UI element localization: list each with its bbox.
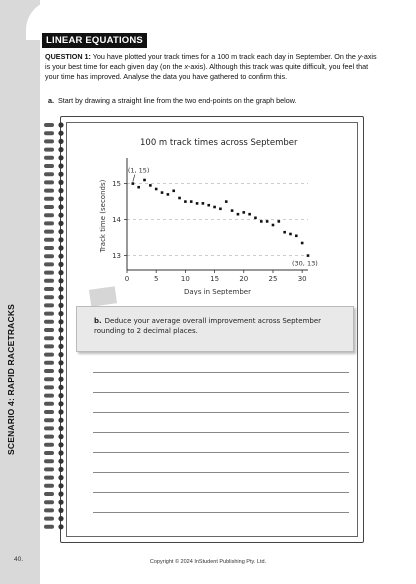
question-text-1: You have plotted your track times for a 100 m track each day in September. On the: [90, 52, 358, 61]
x-tick-label: 5: [153, 275, 159, 283]
question-y: y: [357, 52, 362, 61]
binding-hole: [58, 377, 63, 382]
binding-hole: [58, 336, 63, 341]
spiral-coil: [44, 476, 54, 480]
spiral-coil: [44, 320, 54, 324]
part-b-text: Deduce your average overall improvement across September rounding to 2 decimal places.: [94, 317, 322, 335]
copyright: Copyright © 2024 InStudent Publishing Pty. Ltd.: [149, 559, 267, 565]
binding-hole: [58, 516, 63, 521]
spiral-coil: [44, 180, 54, 184]
binding-hole: [58, 204, 63, 209]
binding-hole: [58, 483, 63, 488]
data-point: [301, 242, 304, 245]
spiral-coil: [44, 221, 54, 225]
binding-hole: [58, 245, 63, 250]
spiral-coil: [44, 344, 54, 348]
data-point: [225, 200, 228, 203]
binding-hole: [58, 196, 63, 201]
question-text: [45, 52, 377, 82]
spiral-coil: [44, 254, 54, 258]
binding-hole: [58, 360, 63, 365]
binding-hole: [58, 385, 63, 390]
binding-hole: [58, 467, 63, 472]
x-tick-label: 15: [210, 275, 220, 283]
data-point: [260, 220, 263, 223]
binding-hole: [58, 180, 63, 185]
spiral-coil: [44, 172, 54, 176]
spiral-coil: [44, 517, 54, 521]
binding-hole: [58, 401, 63, 406]
data-point: [132, 182, 135, 185]
spiral-coil: [44, 410, 54, 414]
answer-line[interactable]: [93, 472, 349, 473]
spiral-coil: [44, 377, 54, 381]
data-point: [237, 213, 240, 216]
binding-hole: [58, 450, 63, 455]
spiral-coil: [44, 369, 54, 373]
data-point: [161, 191, 164, 194]
answer-line[interactable]: [93, 512, 349, 513]
data-point: [272, 224, 275, 227]
spiral-coil: [44, 443, 54, 447]
binding-hole: [58, 163, 63, 168]
binding-hole: [58, 213, 63, 218]
binding-hole: [58, 286, 63, 291]
part-a: [48, 96, 297, 105]
spiral-coil: [44, 303, 54, 307]
binding-hole: [58, 327, 63, 332]
x-axis-label: Days in September: [184, 288, 251, 295]
side-tab: [0, 0, 40, 584]
section-title: LINEAR EQUATIONS: [42, 33, 147, 48]
binding-hole: [58, 237, 63, 242]
spiral-coil: [44, 205, 54, 209]
binding-hole: [58, 524, 63, 529]
binding-hole: [58, 508, 63, 513]
data-point: [213, 206, 216, 209]
x-tick-label: 10: [180, 275, 190, 283]
spiral-coil: [44, 451, 54, 455]
spiral-coil: [44, 525, 54, 529]
y-tick-label: 15: [112, 180, 121, 189]
spiral-coil: [44, 435, 54, 439]
annotation-start: (1, 15): [127, 166, 150, 175]
binding-hole: [58, 491, 63, 496]
spiral-coil: [44, 238, 54, 242]
data-point: [248, 213, 251, 216]
question-text-3: -axis). Although this track was quite difficult, you feel that your time has improved. Analyse the data you have gathered to confirm this.: [45, 62, 369, 81]
spiral-coil: [44, 459, 54, 463]
binding-hole: [58, 442, 63, 447]
question-x: x: [184, 62, 189, 71]
annotation-end: (30, 13): [292, 259, 318, 268]
data-point: [219, 208, 222, 211]
binding-hole: [58, 434, 63, 439]
data-point: [172, 190, 175, 193]
data-point: [307, 254, 310, 257]
scatter-chart: [94, 150, 334, 295]
data-point: [178, 197, 181, 200]
data-point: [289, 233, 292, 236]
part-b-label: b.: [94, 317, 102, 325]
binding-hole: [58, 262, 63, 267]
data-point: [278, 220, 281, 223]
binding-hole: [58, 344, 63, 349]
spiral-coil: [44, 418, 54, 422]
spiral-coil: [44, 197, 54, 201]
part-a-text: Start by drawing a straight line from the two end-points on the graph below.: [58, 96, 297, 105]
question-label: QUESTION 1:: [45, 52, 91, 61]
binding-hole: [58, 278, 63, 283]
y-tick-label: 13: [112, 252, 121, 261]
question-text-2: -axis is your best time for each given day (on the: [45, 52, 377, 71]
y-axis-label: Track time (seconds): [99, 179, 107, 253]
spiral-coil: [44, 156, 54, 160]
data-point: [295, 235, 298, 238]
spiral-coil: [44, 131, 54, 135]
data-point: [207, 204, 210, 207]
part-a-label: a.: [48, 96, 54, 105]
data-point: [143, 179, 146, 182]
spiral-coil: [44, 385, 54, 389]
binding-hole: [58, 311, 63, 316]
binding-hole: [58, 475, 63, 480]
data-point: [254, 217, 257, 220]
spiral-coil: [44, 361, 54, 365]
x-tick-label: 20: [239, 275, 249, 283]
binding-hole: [58, 418, 63, 423]
data-point: [266, 220, 269, 223]
answer-line[interactable]: [93, 452, 349, 453]
binding-hole: [58, 147, 63, 152]
spiral-coil: [44, 123, 54, 127]
spiral-binding: [42, 117, 70, 537]
part-b: [94, 316, 344, 336]
binding-hole: [58, 352, 63, 357]
data-point: [196, 202, 199, 205]
binding-hole: [58, 426, 63, 431]
x-tick-label: 0: [124, 275, 130, 283]
data-point: [190, 200, 193, 203]
spiral-coil: [44, 467, 54, 471]
scenario-label: SCENARIO 4: RAPID RACETRACKS: [6, 303, 16, 455]
spiral-coil: [44, 279, 54, 283]
binding-hole: [58, 270, 63, 275]
binding-hole: [58, 459, 63, 464]
data-point: [231, 209, 234, 212]
spiral-coil: [44, 164, 54, 168]
binding-hole: [58, 139, 63, 144]
data-point: [155, 188, 158, 191]
data-point: [149, 184, 152, 187]
tape-strip: [89, 286, 117, 306]
x-tick-label: 25: [268, 275, 278, 283]
binding-hole: [58, 319, 63, 324]
chart-title: 100 m track times across September: [140, 138, 298, 148]
data-point: [184, 200, 187, 203]
spiral-coil: [44, 394, 54, 398]
binding-hole: [58, 188, 63, 193]
data-point: [242, 211, 245, 214]
binding-hole: [58, 229, 63, 234]
answer-line[interactable]: [93, 432, 349, 433]
data-point: [202, 202, 205, 205]
answer-line[interactable]: [93, 372, 349, 373]
binding-hole: [58, 368, 63, 373]
data-point: [137, 186, 140, 189]
spiral-coil: [44, 262, 54, 266]
spiral-coil: [44, 426, 54, 430]
binding-hole: [58, 254, 63, 259]
binding-hole: [58, 221, 63, 226]
spiral-coil: [44, 139, 54, 143]
binding-hole: [58, 131, 63, 136]
y-tick-label: 14: [112, 216, 121, 225]
spiral-coil: [44, 189, 54, 193]
data-point: [283, 231, 286, 234]
binding-hole: [58, 172, 63, 177]
spiral-coil: [44, 271, 54, 275]
spiral-coil: [44, 353, 54, 357]
spiral-coil: [44, 287, 54, 291]
binding-hole: [58, 409, 63, 414]
spiral-coil: [44, 402, 54, 406]
spiral-coil: [44, 508, 54, 512]
data-point: [167, 193, 170, 196]
page-number: 40.: [14, 556, 24, 563]
spiral-coil: [44, 230, 54, 234]
spiral-coil: [44, 492, 54, 496]
x-tick-label: 30: [297, 275, 307, 283]
binding-hole: [58, 500, 63, 505]
binding-hole: [58, 303, 63, 308]
spiral-coil: [44, 213, 54, 217]
answer-line[interactable]: [93, 492, 349, 493]
binding-hole: [58, 295, 63, 300]
answer-line[interactable]: [93, 392, 349, 393]
spiral-coil: [44, 336, 54, 340]
spiral-coil: [44, 312, 54, 316]
spiral-coil: [44, 500, 54, 504]
spiral-coil: [44, 148, 54, 152]
answer-line[interactable]: [93, 412, 349, 413]
spiral-coil: [44, 295, 54, 299]
binding-hole: [58, 155, 63, 160]
binding-hole: [58, 393, 63, 398]
spiral-coil: [44, 246, 54, 250]
spiral-coil: [44, 484, 54, 488]
binding-hole: [58, 122, 63, 127]
annotation-arrow: [133, 175, 135, 182]
spiral-coil: [44, 328, 54, 332]
